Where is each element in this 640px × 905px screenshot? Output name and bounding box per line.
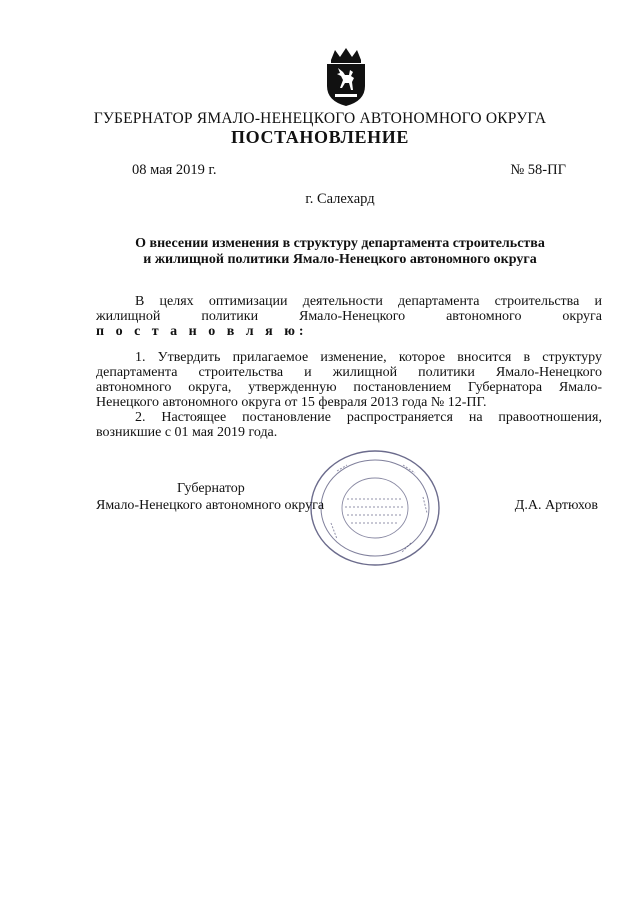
signature-title-line2: Ямало-Ненецкого автономного округа: [96, 498, 325, 513]
subject-line: О внесении изменения в структуру департамента строительства: [135, 236, 545, 251]
item-2-line: 2. Настоящее постановление распространяется на правоотношения,: [135, 410, 602, 425]
item-1-line: департамента строительства и жилищной политики Ямало-Ненецкого: [96, 365, 602, 380]
signature-title-line1: Губернатор: [177, 481, 245, 496]
document-type-heading: ПОСТАНОВЛЕНИЕ: [231, 127, 409, 147]
subject-line: и жилищной политики Ямало-Ненецкого автономного округа: [143, 252, 537, 267]
coat-of-arms-emblem: [323, 46, 369, 108]
item-1-line: Ненецкого автономного округа от 15 февраля 2013 года № 12-ПГ.: [96, 395, 487, 410]
item-2-line: возникшие с 01 мая 2019 года.: [96, 425, 278, 440]
preamble-paragraph: [96, 294, 602, 339]
authority-heading: ГУБЕРНАТОР ЯМАЛО-НЕНЕЦКОГО АВТОНОМНОГО ОКРУГА: [93, 110, 547, 127]
document-date: 08 мая 2019 г.: [132, 162, 217, 178]
signatory-name: Д.А. Артюхов: [514, 498, 598, 513]
document-number: № 58-ПГ: [510, 162, 566, 178]
item-1-paragraph: [96, 350, 602, 410]
official-seal-stamp: [307, 447, 443, 569]
item-2-paragraph: [96, 410, 602, 440]
item-1-line: автономного округа, утвержденную постановлением Губернатора Ямало-: [96, 380, 602, 395]
preamble-line: В целях оптимизации деятельности департамента строительства и: [135, 294, 602, 309]
item-1-line: 1. Утвердить прилагаемое изменение, которое вносится в структуру: [135, 350, 602, 365]
preamble-line: жилищной политики Ямало-Ненецкого автономного округа: [96, 309, 602, 324]
decree-word: п о с т а н о в л я ю:: [96, 324, 308, 339]
document-subject: [0, 236, 640, 268]
document-city: г. Салехард: [305, 191, 375, 207]
